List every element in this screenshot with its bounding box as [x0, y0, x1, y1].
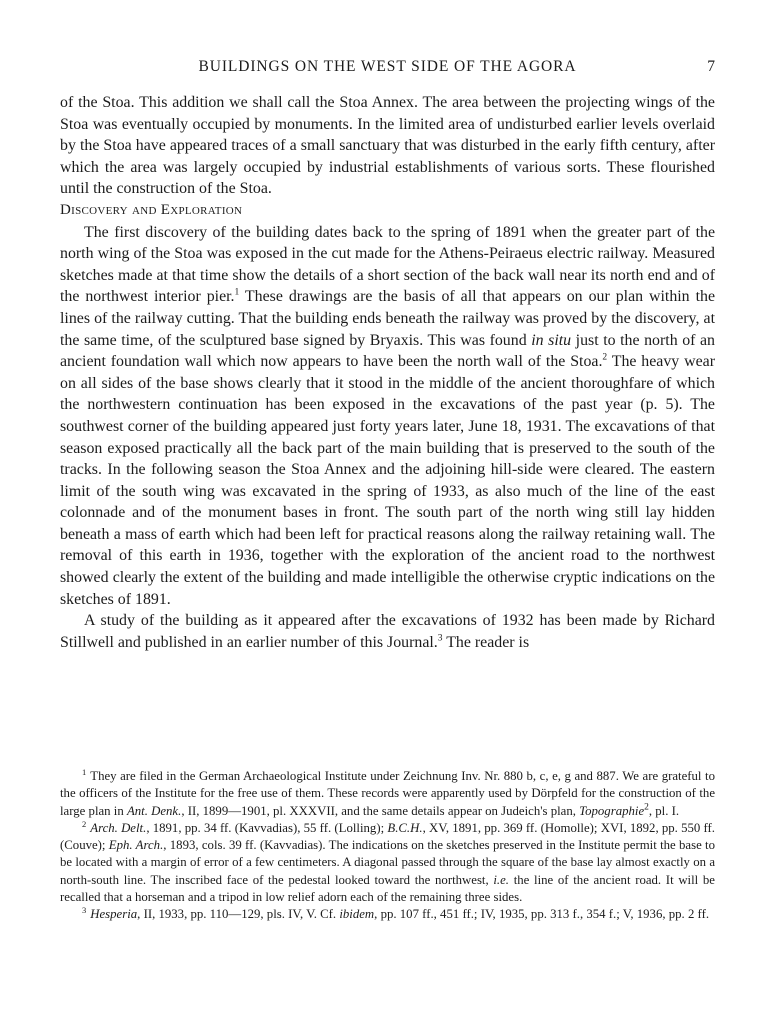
- footnote-text: , XV, 1891, pp. 369 ff. (Homolle); XVI, 1892, pp. 550 ff. (Couve);: [60, 820, 716, 853]
- footnote-mark: 2: [82, 818, 87, 829]
- citation-title: Eph. Arch.: [108, 838, 164, 853]
- paragraph-study: [60, 610, 715, 653]
- citation-title: Hesperia: [90, 907, 138, 922]
- paragraph-text: A study of the building as it appeared after the excavations of 1932 has been made by Richard Stillwell and published in an earlier number of this Journal.: [60, 612, 715, 651]
- footnotes: [60, 768, 715, 924]
- paragraph-discovery: [60, 222, 715, 611]
- running-head-title: BUILDINGS ON THE WEST SIDE OF THE AGORA: [198, 58, 577, 75]
- paragraph-text: The heavy wear on all sides of the base shows clearly that it stood in the middle of the ancient thoroughfare of which the northwestern continuation has been exposed in the excavations of the past year (p. 5). The southwest corner of the building appeared just forty years later, June 18, 1931. The excavations of that season exposed practically all the back part of the main building that is preserved to the south of the tracks. In the following season the Stoa Annex and the adjoining hill-side were cleared. The eastern limit of the south wing was excavated in the spring of 1933, as also much of the line of the east colonnade and of the monument bases in front. The south part of the north wing still lay hidden beneath a mass of earth which had been left for practical reasons along the railway retaining wall. The removal of this earth in 1936, together with the exploration of the ancient road to the northwest showed clearly the extent of the building and made intelligible the otherwise cryptic indications on the sketches of 1891.: [60, 353, 715, 608]
- footnote-2: [60, 820, 715, 906]
- citation-title: B.C.H.: [387, 820, 423, 835]
- footnote-ref-3[interactable]: 3: [437, 633, 443, 644]
- italic-phrase: i.e.: [493, 872, 510, 887]
- footnote-ref-2[interactable]: 2: [602, 352, 608, 363]
- footnote-text: the line of the ancient road. It will be recalled that a horseman and a tripod in low relief adorn each of the remaining three sides.: [60, 872, 715, 905]
- citation-title: Topographie: [579, 803, 645, 818]
- footnote-text: , pp. 107 ff., 451 ff.; IV, 1935, pp. 313 f., 354 f.; V, 1936, pp. 2 ff.: [374, 907, 710, 922]
- footnote-text: They are filed in the German Archaeological Institute under Zeichnung Inv. Nr. 880 b, c, e, g and 887. We are grateful to the officers of the Institute for the free use of them. These records were apparently used by Dörpfeld for the construction of the large plan in: [60, 769, 715, 818]
- intro-paragraph: of the Stoa. This addition we shall call the Stoa Annex. The area between the projecting wings of the Stoa was eventually occupied by monuments. In the limited area of undisturbed earlier levels overlaid by the Stoa have appeared traces of a small sanctuary that was disturbed in the early fifth century, after which the area was largely occupied by industrial establishments of various sorts. These flourished until the construction of the Stoa.: [60, 94, 715, 198]
- paragraph-text: just to the north of an ancient foundation wall which now appears to have been the north wall of the Stoa.: [60, 331, 715, 371]
- footnote-mark: 1: [82, 766, 87, 777]
- main-text: [60, 92, 715, 653]
- paragraph-text: The reader is: [442, 633, 530, 651]
- footnote-text: , II, 1899—1901, pl. XXXVII, and the same details appear on Judeich's plan,: [181, 803, 580, 818]
- footnote-1: [60, 768, 715, 820]
- footnote-mark: 3: [82, 905, 87, 916]
- footnote-text: , 1893, cols. 39 ff. (Kavvadias). The indications on the sketches preserved in the Institute permit the base to be located with a margin of error of a few centimeters. A diagonal passed through the square of the base lay almost exactly on a north-south line. The inscribed face of the pedestal looked toward the northwest,: [60, 838, 715, 887]
- footnote-text: , pl. I.: [648, 803, 680, 818]
- paragraph-text: The first discovery of the building dates back to the spring of 1891 when the greater part of the north wing of the Stoa was exposed in the cut made for the Athens-Peiraeus electric railway. Measured sketches made at that time show the details of a short section of the back wall near its north end and of the northwest interior pier.: [60, 223, 715, 306]
- citation-title: Arch. Delt.: [90, 820, 147, 835]
- footnote-text: , II, 1933, pp. 110—129, pls. IV, V. Cf.: [137, 907, 340, 922]
- edition-superscript: 2: [644, 802, 649, 813]
- page-number: 7: [707, 58, 715, 75]
- citation-title: Ant. Denk.: [126, 803, 182, 818]
- footnote-ref-1[interactable]: 1: [234, 288, 240, 299]
- running-head: [60, 58, 715, 80]
- italic-phrase: ibidem: [339, 907, 375, 922]
- footnote-text: , 1891, pp. 34 ff. (Kavvadias), 55 ff. (Lolling);: [146, 820, 388, 835]
- italic-phrase: in situ: [531, 331, 572, 349]
- section-heading: Discovery and Exploration: [60, 201, 243, 218]
- footnote-3: [60, 906, 715, 923]
- paragraph-text: These drawings are the basis of all that appears on our plan within the lines of the railway cutting. That the building ends beneath the railway was proved by the discovery, at the same time, of the sculptured base signed by Bryaxis. This was found: [60, 288, 715, 349]
